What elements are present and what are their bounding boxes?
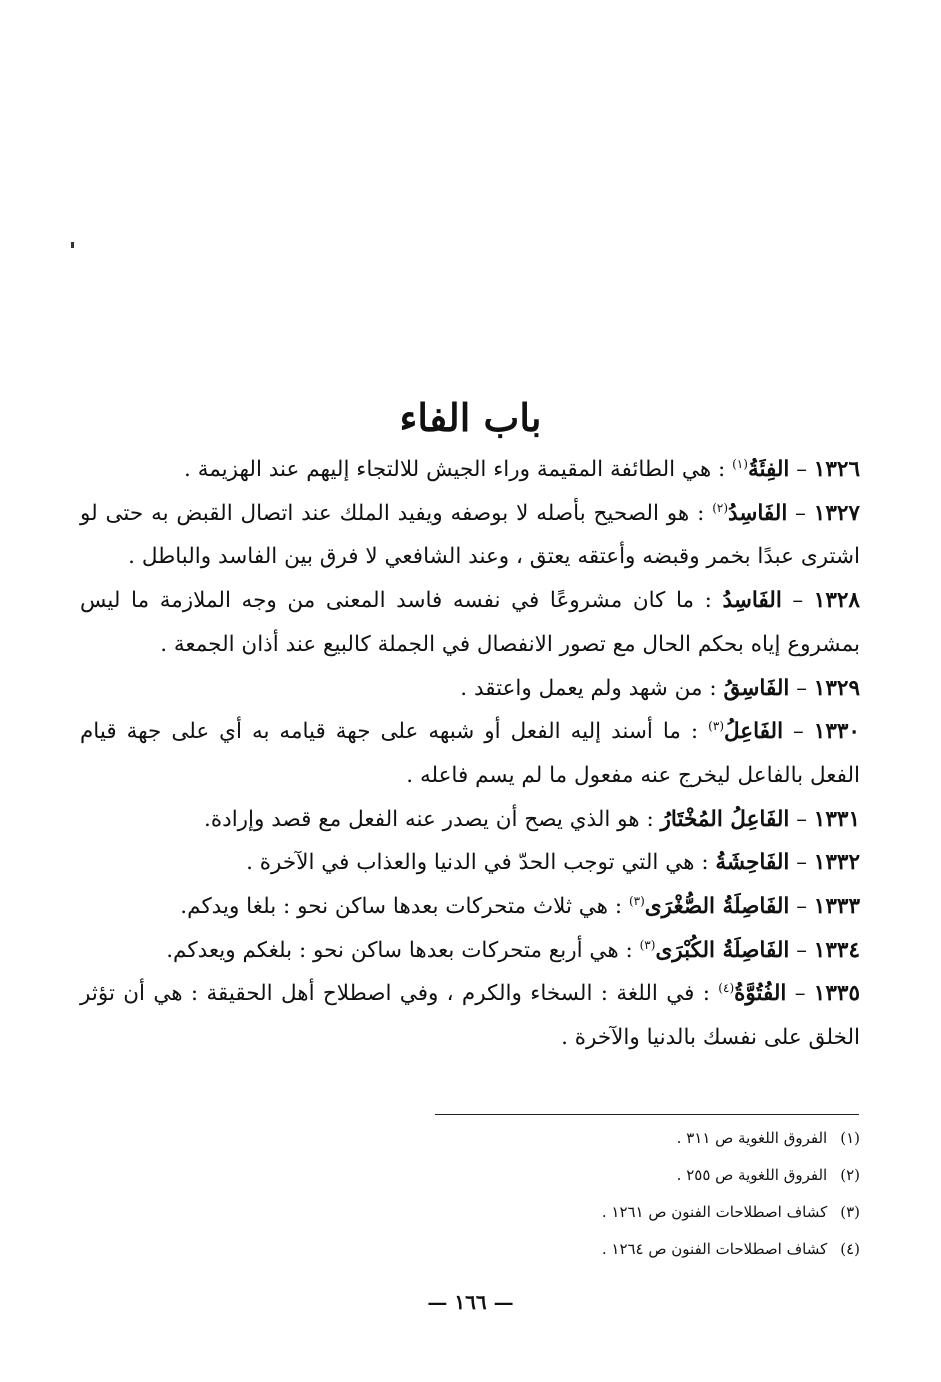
footnote-mark: (٣): [840, 1203, 860, 1221]
footnote-text: الفروق اللغوية ص ٣١١ .: [676, 1129, 828, 1147]
footnote-ref: (٣): [628, 893, 645, 908]
entry-dash: –: [793, 719, 804, 745]
entry-1329: [80, 667, 860, 711]
entry-1328: [80, 579, 860, 666]
entry-number: ١٣٣٥: [813, 981, 860, 1007]
footnotes: [300, 1120, 860, 1268]
entry-term: الفَاسِقُ: [723, 675, 790, 701]
entry-term: الفَاعِلُ: [724, 719, 784, 745]
entry-definition: : ما كان مشروعًا في نفسه فاسد المعنى من وجه الملازمة ما ليس بمشروع إياه بحكم الحال مع تصور الانفصال في الجملة كالبيع عند أذان الجمعة .: [80, 588, 860, 657]
entry-1326: [80, 448, 860, 492]
entry-term: الفَاسِدُ: [728, 500, 788, 526]
entry-dash: –: [796, 675, 807, 701]
entry-definition: : في اللغة : السخاء والكرم ، وفي اصطلاح أهل الحقيقة : هي أن تؤثر الخلق على نفسك بالدنيا والآخرة .: [80, 981, 860, 1051]
footnote-mark: (٢): [840, 1166, 860, 1184]
footnote-ref: (٣): [639, 937, 656, 952]
entry-1327: [80, 492, 860, 579]
entry-number: ١٣٢٧: [813, 500, 860, 526]
entry-definition: : هو الصحيح بأصله لا بوصفه ويفيد الملك عند اتصال القبض به حتى لو اشترى عبدًا بخمر وقبضه وأعتقه يعتق ، وعند الشافعي لا فرق بين الفاسد والباطل .: [80, 500, 860, 570]
body-text: [80, 448, 860, 1060]
entry-term: الفَاصِلَةُ الصُّغْرَى: [644, 894, 790, 920]
footnote-divider: [435, 1114, 859, 1115]
entry-dash: –: [796, 457, 807, 482]
entry-number: ١٣٢٩: [813, 675, 860, 701]
footnote-text: كشاف اصطلاحات الفنون ص ١٢٦٤ .: [601, 1240, 828, 1258]
footnote-2: [300, 1157, 860, 1194]
page-number: — ١٦٦ —: [427, 1290, 514, 1314]
entry-1333: [80, 885, 860, 929]
entry-dash: –: [796, 806, 807, 832]
entry-dash: –: [796, 894, 807, 920]
scan-speck: [71, 242, 74, 248]
entry-number: ١٣٣١: [813, 806, 860, 832]
entry-term: الفَاصِلَةُ الكُبْرَى: [655, 937, 790, 963]
entry-dash: –: [792, 588, 804, 614]
footnote-ref: (٤): [718, 981, 735, 996]
entry-1330: [80, 710, 860, 797]
footnote-mark: (٤): [840, 1240, 860, 1258]
footnote-text: الفروق اللغوية ص ٢٥٥ .: [676, 1166, 828, 1184]
entry-number: ١٣٣٢: [813, 850, 860, 876]
footnote-3: [300, 1194, 860, 1231]
entry-definition: : هي الطائفة المقيمة وراء الجيش للالتجاء إليهم عند الهزيمة .: [184, 457, 726, 482]
entry-definition: : هي أربع متحركات بعدها ساكن نحو : بلغكم ويعدكم.: [166, 937, 633, 963]
footnote-ref: (٢): [712, 500, 729, 515]
entry-dash: –: [794, 981, 806, 1007]
chapter-title: باب الفاء: [399, 395, 542, 441]
entry-term: الفِئَةُ: [747, 457, 790, 482]
footnote-4: [300, 1231, 860, 1268]
footnote-text: كشاف اصطلاحات الفنون ص ١٢٦١ .: [601, 1203, 828, 1221]
entry-1335: [80, 972, 860, 1059]
footnote-ref: (٣): [708, 719, 724, 734]
entry-definition: : هي ثلاث متحركات بعدها ساكن نحو : بلغا ويدكم.: [180, 894, 623, 920]
footnote-1: [300, 1120, 860, 1157]
entry-number: ١٣٣٤: [813, 937, 860, 963]
entry-term: الفُتُوَّةُ: [734, 981, 787, 1007]
entry-number: ١٣٢٨: [813, 588, 860, 614]
footnote-mark: (١): [840, 1129, 860, 1147]
entry-term: الفَاحِشَةُ: [715, 850, 790, 876]
entry-number: ١٣٢٦: [813, 457, 860, 482]
entry-definition: : هو الذي يصح أن يصدر عنه الفعل مع قصد وإرادة.: [204, 806, 654, 832]
entry-1332: [80, 841, 860, 885]
entry-number: ١٣٣٠: [813, 719, 860, 745]
entry-dash: –: [795, 500, 806, 526]
entry-term: الفَاعِلُ المُخْتَارُ: [660, 806, 790, 832]
entry-number: ١٣٣٣: [813, 894, 860, 920]
entry-definition: : ما أسند إليه الفعل أو شبهه على جهة قيامه به أي على جهة قيام الفعل بالفاعل ليخرج عنه مفعول ما لم يسم فاعله .: [80, 719, 860, 788]
entry-definition: : من شهد ولم يعمل واعتقد .: [460, 675, 717, 701]
entry-term: الفَاسِدُ: [722, 588, 782, 614]
entry-dash: –: [796, 937, 807, 963]
entry-1334: [80, 929, 860, 973]
entry-definition: : هي التي توجب الحدّ في الدنيا والعذاب في الآخرة .: [246, 850, 709, 876]
entry-dash: –: [796, 850, 807, 876]
footnote-ref: (١): [732, 456, 748, 471]
entry-1331: [80, 798, 860, 842]
